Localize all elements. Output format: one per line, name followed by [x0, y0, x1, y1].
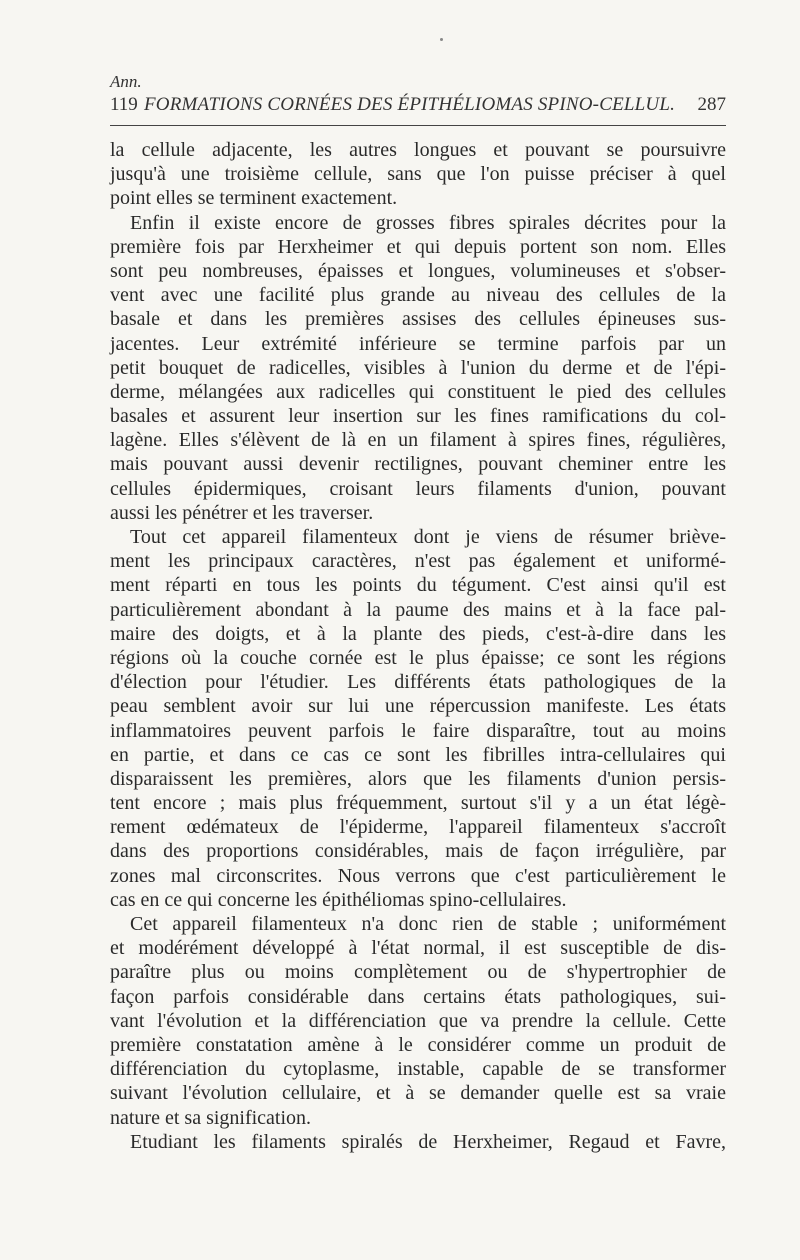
text-line: Enfin il existe encore de grosses fibres spirales décrites pour la	[130, 211, 726, 234]
text-line: rement œdémateux de l'épiderme, l'appareil filamenteux s'accroît	[110, 816, 726, 839]
body-text	[110, 138, 726, 1154]
text-line: basales et assurent leur insertion sur les fines ramifications du col-	[110, 405, 726, 428]
text-line: cellules épidermiques, croisant leurs filaments d'union, pouvant	[110, 477, 726, 500]
text-line: nature et sa signification.	[110, 1106, 312, 1129]
text-line: et modérément développé à l'état normal, il est susceptible de dis-	[110, 937, 726, 960]
text-line: différenciation du cytoplasme, instable, capable de se transformer	[110, 1058, 726, 1081]
text-line: inflammatoires peuvent parfois le faire disparaître, tout au moins	[110, 719, 726, 742]
text-line: maire des doigts, et à la plante des pieds, c'est-à-dire dans les	[110, 622, 726, 645]
running-head-annotation: Ann.	[110, 72, 142, 91]
text-line: première constatation amène à le considérer comme un produit de	[110, 1033, 726, 1056]
page-number: 287	[697, 94, 726, 115]
text-line: sont peu nombreuses, épaisses et longues, volumineuses et s'obser-	[110, 259, 726, 282]
print-speck	[440, 38, 443, 41]
text-line: suivant l'évolution cellulaire, et à se demander quelle est sa vraie	[110, 1082, 726, 1105]
text-line: façon parfois considérable dans certains états pathologiques, sui-	[110, 985, 726, 1008]
text-line: tent encore ; mais plus fréquemment, surtout s'il y a un état légè-	[110, 792, 726, 815]
text-line: petit bouquet de radicelles, visibles à l'union du derme et de l'épi-	[110, 356, 726, 379]
text-line: Cet appareil filamenteux n'a donc rien de stable ; uniformément	[130, 913, 726, 935]
text-line: aussi les pénétrer et les traverser.	[110, 501, 374, 524]
text-line: dans des proportions considérables, mais de façon irrégulière, par	[110, 840, 726, 863]
volume-number: 119	[110, 94, 138, 115]
text-line: en partie, et dans ce cas ce sont les fibrilles intra-cellulaires qui	[110, 743, 726, 766]
text-line: jusqu'à une troisième cellule, sans que l'on puisse préciser à quel	[110, 163, 726, 186]
text-line: peau semblent avoir sur lui une répercussion manifeste. Les états	[110, 695, 726, 718]
text-line: jacentes. Leur extrémité inférieure se termine parfois par un	[110, 332, 726, 355]
text-line: la cellule adjacente, les autres longues et pouvant se poursuivre	[110, 139, 726, 161]
text-line: point elles se terminent exactement.	[110, 187, 398, 210]
text-line: paraître plus ou moins complètement ou de s'hypertrophier de	[110, 961, 726, 984]
text-line: vent avec une facilité plus grande au niveau des cellules de la	[110, 284, 726, 307]
text-line: mais pouvant aussi devenir rectilignes, pouvant cheminer entre les	[110, 453, 726, 476]
text-line: lagène. Elles s'élèvent de là en un filament à spires fines, régulières,	[110, 429, 726, 452]
text-line: basale et dans les premières assises des cellules épineuses sus-	[110, 308, 726, 331]
text-line: disparaissent les premières, alors que les filaments d'union persis-	[110, 767, 726, 790]
text-line: Etudiant les filaments spiralés de Herxheimer, Regaud et Favre,	[130, 1130, 726, 1153]
text-line: cas en ce qui concerne les épithéliomas spino-cellulaires.	[110, 888, 567, 911]
running-title: FORMATIONS CORNÉES DES ÉPITHÉLIOMAS SPINO-CELLUL.	[144, 94, 676, 115]
text-line: derme, mélangées aux radicelles qui constituent le pied des cellules	[110, 380, 726, 403]
text-line: Tout cet appareil filamenteux dont je viens de résumer briève-	[130, 526, 726, 548]
text-line: ment les principaux caractères, n'est pas également et uniformé-	[110, 550, 726, 573]
text-line: régions où la couche cornée est le plus épaisse; ce sont les régions	[110, 646, 726, 669]
text-line: zones mal circonscrites. Nous verrons que c'est particulièrement le	[110, 864, 726, 887]
header-rule	[110, 125, 726, 126]
text-line: d'élection pour l'étudier. Les différents états pathologiques de la	[110, 671, 726, 694]
text-line: particulièrement abondant à la paume des mains et à la face pal-	[110, 598, 726, 621]
text-line: première fois par Herxheimer et qui depuis portent son nom. Elles	[110, 235, 726, 258]
running-head	[110, 94, 726, 116]
text-line: vant l'évolution et la différenciation que va prendre la cellule. Cette	[110, 1009, 726, 1032]
text-line: ment réparti en tous les points du tégument. C'est ainsi qu'il est	[110, 574, 726, 597]
